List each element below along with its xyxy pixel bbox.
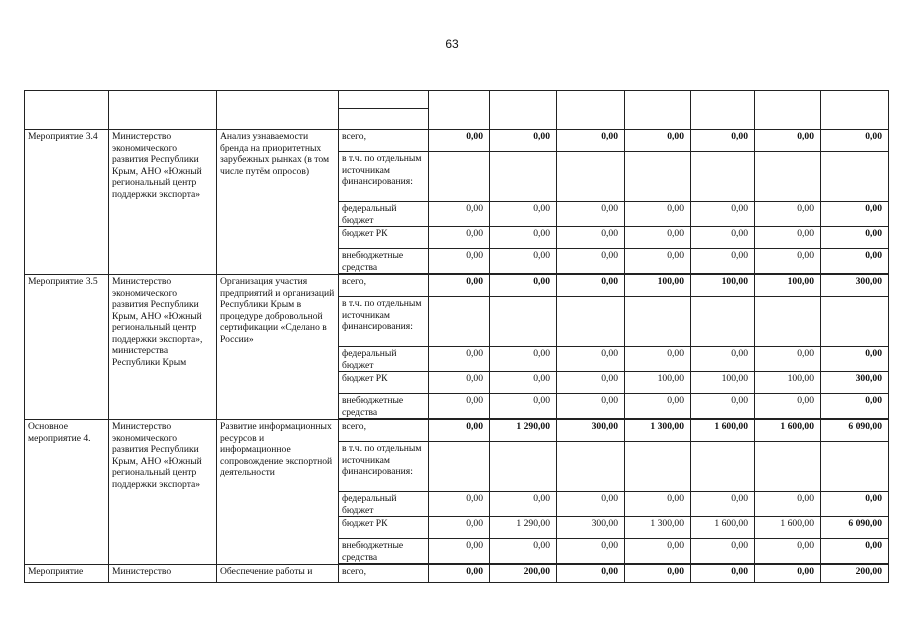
description-cell: Организация участия предприятий и организаций Республики Крым в процедуре добровольной сертификации «Сделано в России» [217, 275, 339, 420]
description-cell: Обеспечение работы и [217, 565, 339, 583]
value-cell: 0,00 [490, 130, 557, 152]
value-cell: 300,00 [821, 372, 889, 394]
empty-cell [625, 442, 691, 492]
value-cell: 0,00 [490, 492, 557, 517]
empty-cell [755, 297, 821, 347]
value-cell: 0,00 [625, 539, 691, 564]
value-cell: 0,00 [755, 539, 821, 564]
value-cell: 0,00 [429, 227, 490, 249]
value-cell: 1 300,00 [625, 517, 691, 539]
empty-cell [490, 297, 557, 347]
value-cell: 0,00 [625, 202, 691, 227]
description-cell: Анализ узнаваемости бренда на приоритетных зарубежных рынках (в том числе путём опросов) [217, 130, 339, 275]
table-row [25, 130, 889, 152]
source-label: всего, [339, 130, 429, 152]
value-cell: 0,00 [429, 394, 490, 419]
source-label: внебюджетные средства [339, 394, 429, 419]
value-cell: 1 600,00 [755, 420, 821, 442]
value-cell: 0,00 [755, 130, 821, 152]
value-cell: 300,00 [557, 517, 625, 539]
empty-cell [557, 297, 625, 347]
source-label: внебюджетные средства [339, 539, 429, 564]
source-label: федеральный бюджет [339, 492, 429, 517]
value-cell: 1 300,00 [625, 420, 691, 442]
empty-cell [429, 442, 490, 492]
continuation-cell [821, 91, 889, 130]
value-cell: 0,00 [755, 347, 821, 372]
activity-cell: Мероприятие [25, 565, 109, 583]
value-cell: 0,00 [490, 372, 557, 394]
value-cell: 0,00 [821, 249, 889, 274]
source-label: всего, [339, 420, 429, 442]
value-cell: 1 600,00 [691, 420, 755, 442]
value-cell: 0,00 [557, 347, 625, 372]
value-cell: 300,00 [821, 275, 889, 297]
empty-cell [755, 152, 821, 202]
value-cell: 0,00 [625, 347, 691, 372]
empty-cell [625, 152, 691, 202]
source-label: федеральный бюджет [339, 347, 429, 372]
value-cell: 0,00 [625, 130, 691, 152]
value-cell: 0,00 [755, 227, 821, 249]
value-cell: 0,00 [691, 249, 755, 274]
empty-cell [429, 152, 490, 202]
source-label: в т.ч. по отдельным источникам финансирования: [339, 297, 429, 347]
value-cell: 0,00 [557, 275, 625, 297]
empty-cell [821, 297, 889, 347]
source-label: в т.ч. по отдельным источникам финансирования: [339, 152, 429, 202]
value-cell: 0,00 [429, 347, 490, 372]
empty-cell [691, 152, 755, 202]
table-row [25, 275, 889, 297]
continuation-cell [755, 91, 821, 130]
value-cell: 6 090,00 [821, 420, 889, 442]
value-cell: 0,00 [691, 394, 755, 419]
value-cell: 0,00 [490, 539, 557, 564]
value-cell: 0,00 [429, 420, 490, 442]
continuation-cell [625, 91, 691, 130]
value-cell: 0,00 [557, 372, 625, 394]
value-cell: 0,00 [691, 202, 755, 227]
source-label: бюджет РК [339, 372, 429, 394]
empty-cell [557, 442, 625, 492]
value-cell: 0,00 [691, 492, 755, 517]
value-cell: 0,00 [821, 130, 889, 152]
value-cell: 6 090,00 [821, 517, 889, 539]
value-cell: 0,00 [490, 202, 557, 227]
page-number: 63 [445, 37, 459, 51]
continuation-cell [691, 91, 755, 130]
value-cell: 0,00 [429, 372, 490, 394]
value-cell: 200,00 [490, 565, 557, 583]
value-cell: 0,00 [429, 275, 490, 297]
value-cell: 0,00 [625, 249, 691, 274]
value-cell: 0,00 [755, 565, 821, 583]
activity-cell: Основное мероприятие 4. [25, 420, 109, 565]
value-cell: 0,00 [691, 227, 755, 249]
value-cell: 0,00 [429, 565, 490, 583]
empty-cell [557, 152, 625, 202]
empty-cell [625, 297, 691, 347]
value-cell: 0,00 [429, 492, 490, 517]
value-cell: 100,00 [625, 372, 691, 394]
table-row [25, 420, 889, 442]
value-cell: 0,00 [557, 394, 625, 419]
value-cell: 100,00 [755, 372, 821, 394]
value-cell: 0,00 [691, 347, 755, 372]
value-cell: 0,00 [755, 249, 821, 274]
empty-cell [755, 442, 821, 492]
description-cell: Развитие информационных ресурсов и информационное сопровождение экспортной деятельности [217, 420, 339, 565]
value-cell: 0,00 [755, 492, 821, 517]
value-cell: 0,00 [490, 275, 557, 297]
empty-cell [691, 442, 755, 492]
value-cell: 0,00 [557, 130, 625, 152]
value-cell: 0,00 [490, 394, 557, 419]
value-cell: 0,00 [557, 492, 625, 517]
value-cell: 100,00 [755, 275, 821, 297]
value-cell: 1 600,00 [755, 517, 821, 539]
continuation-cell [25, 91, 109, 130]
value-cell: 0,00 [691, 130, 755, 152]
value-cell: 0,00 [821, 539, 889, 564]
continuation-row [25, 91, 889, 109]
executor-cell: Министерство экономического развития Республики Крым, АНО «Южный региональный центр поддержки экспорта» [109, 130, 217, 275]
table-row [25, 565, 889, 583]
continuation-cell [217, 91, 339, 130]
continuation-cell [429, 91, 490, 130]
value-cell: 0,00 [821, 202, 889, 227]
empty-cell [691, 297, 755, 347]
value-cell: 0,00 [557, 539, 625, 564]
value-cell: 0,00 [557, 249, 625, 274]
value-cell: 0,00 [691, 565, 755, 583]
value-cell: 0,00 [429, 202, 490, 227]
executor-cell: Министерство экономического развития Республики Крым, АНО «Южный региональный центр поддержки экспорта» [109, 420, 217, 565]
value-cell: 0,00 [821, 347, 889, 372]
value-cell: 0,00 [429, 249, 490, 274]
value-cell: 0,00 [625, 492, 691, 517]
value-cell: 0,00 [821, 394, 889, 419]
value-cell: 0,00 [755, 394, 821, 419]
value-cell: 0,00 [429, 539, 490, 564]
value-cell: 0,00 [625, 565, 691, 583]
source-label: внебюджетные средства [339, 249, 429, 274]
value-cell: 0,00 [821, 492, 889, 517]
financing-table [24, 90, 889, 583]
value-cell: 0,00 [429, 517, 490, 539]
value-cell: 0,00 [557, 202, 625, 227]
value-cell: 100,00 [691, 275, 755, 297]
source-label: всего, [339, 275, 429, 297]
empty-cell [429, 297, 490, 347]
activity-cell: Мероприятие 3.4 [25, 130, 109, 275]
continuation-cell [339, 109, 429, 130]
value-cell: 0,00 [691, 539, 755, 564]
source-label: бюджет РК [339, 227, 429, 249]
source-label: всего, [339, 565, 429, 583]
value-cell: 0,00 [625, 227, 691, 249]
empty-cell [821, 152, 889, 202]
value-cell: 0,00 [490, 249, 557, 274]
value-cell: 100,00 [691, 372, 755, 394]
source-label: федеральный бюджет [339, 202, 429, 227]
activity-cell: Мероприятие 3.5 [25, 275, 109, 420]
value-cell: 0,00 [755, 202, 821, 227]
value-cell: 300,00 [557, 420, 625, 442]
source-label: в т.ч. по отдельным источникам финансирования: [339, 442, 429, 492]
continuation-cell [109, 91, 217, 130]
continuation-cell [557, 91, 625, 130]
value-cell: 200,00 [821, 565, 889, 583]
value-cell: 0,00 [490, 347, 557, 372]
value-cell: 1 600,00 [691, 517, 755, 539]
continuation-cell [339, 91, 429, 109]
value-cell: 0,00 [557, 565, 625, 583]
value-cell: 100,00 [625, 275, 691, 297]
executor-cell: Министерство [109, 565, 217, 583]
value-cell: 0,00 [429, 130, 490, 152]
empty-cell [821, 442, 889, 492]
value-cell: 1 290,00 [490, 517, 557, 539]
value-cell: 0,00 [490, 227, 557, 249]
continuation-cell [490, 91, 557, 130]
value-cell: 0,00 [625, 394, 691, 419]
empty-cell [490, 152, 557, 202]
value-cell: 0,00 [557, 227, 625, 249]
source-label: бюджет РК [339, 517, 429, 539]
value-cell: 1 290,00 [490, 420, 557, 442]
value-cell: 0,00 [821, 227, 889, 249]
executor-cell: Министерство экономического развития Республики Крым, АНО «Южный региональный центр поддержки экспорта», министерства Республики Крым [109, 275, 217, 420]
empty-cell [490, 442, 557, 492]
